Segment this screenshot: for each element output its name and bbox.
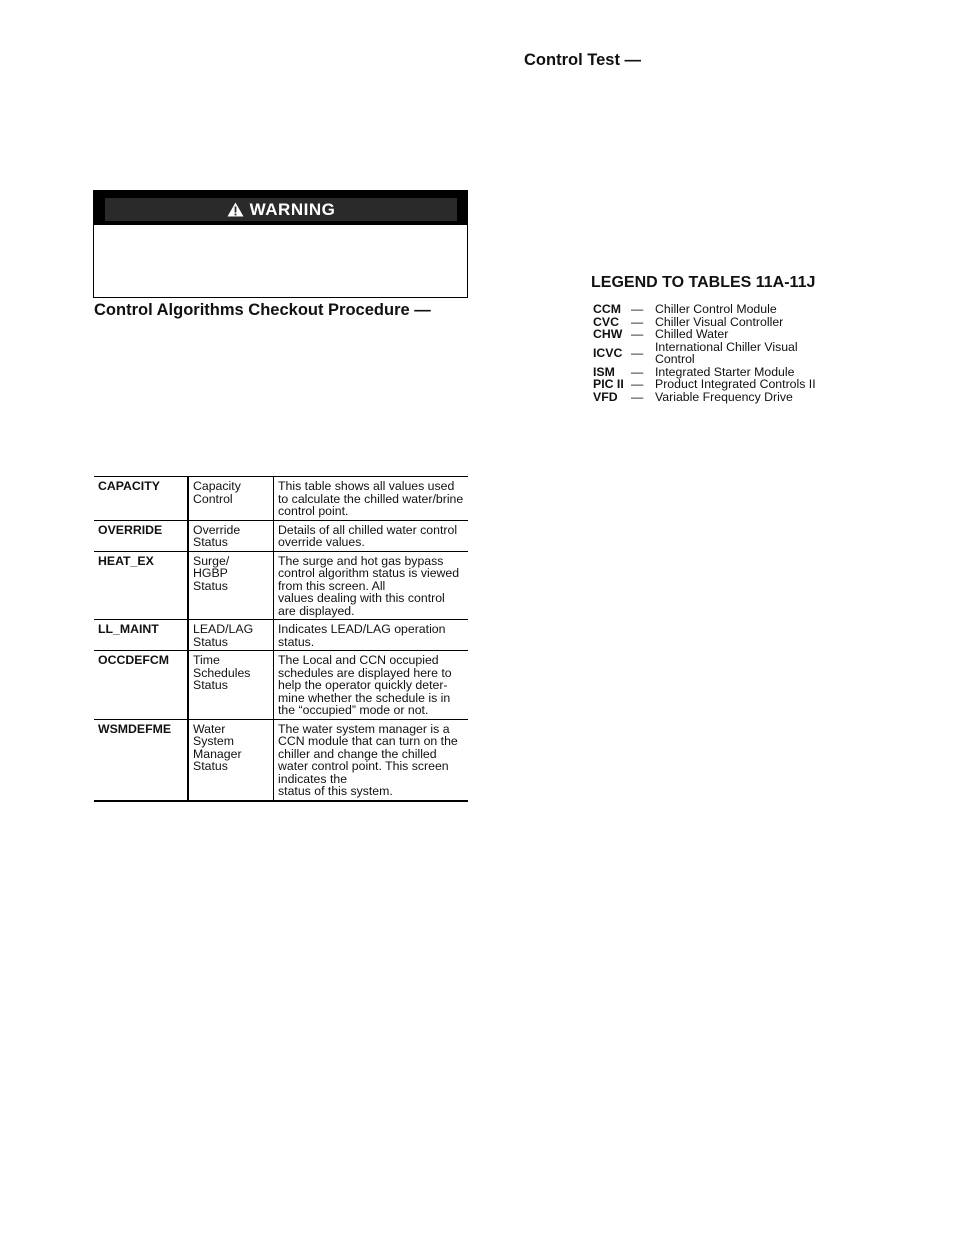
warning-box (93, 190, 468, 298)
legend-definition: Chiller Control Module (655, 302, 777, 316)
table-cell-description: Indicates LEAD/LAG operation status. (274, 620, 469, 651)
legend-definition: Integrated Starter Module (655, 364, 795, 379)
legend-list (593, 303, 825, 403)
table-cell-code: OCCDEFCM (94, 651, 188, 720)
algorithms-checkout-heading: Control Algorithms Checkout Procedure — (94, 301, 431, 319)
table-cell-code: WSMDEFME (94, 719, 188, 801)
legend-item (593, 341, 825, 366)
legend-dash: — (631, 364, 644, 379)
table-cell-description: The Local and CCN occupied schedules are displayed here to help the operator quickly deter- mine whether the schedule is in the “occupied” mode or not. (274, 651, 469, 720)
table-cell-name: Capacity Control (188, 477, 274, 521)
table-cell-code: OVERRIDE (94, 520, 188, 551)
table-cell-description: Details of all chilled water control override values. (274, 520, 469, 551)
warning-triangle-icon (227, 202, 244, 217)
legend-dash: — (631, 389, 644, 404)
table-cell-description: This table shows all values used to calculate the chilled water/brine control point. (274, 477, 469, 521)
legend-definition: Chiller Visual Controller (655, 314, 784, 329)
legend-dash: — (631, 327, 644, 341)
table-cell-name: LEAD/LAG Status (188, 620, 274, 651)
table-cell-code: CAPACITY (94, 477, 188, 521)
table-cell-description: The water system manager is a CCN module that can turn on the chiller and change the chilled water control point. This screen indicates the status of this system. (278, 721, 458, 798)
table-cell-name: Surge/ HGBP Status (188, 551, 274, 620)
warning-label-panel (105, 198, 457, 221)
legend-abbreviation: CVC (593, 314, 619, 329)
legend-item (593, 391, 825, 404)
table-cell-name: Water System Manager Status (188, 719, 274, 801)
table-row (94, 551, 468, 620)
warning-label: WARNING (249, 199, 336, 219)
legend-dash: — (631, 314, 644, 329)
warning-header-bar (94, 191, 467, 225)
table-row (94, 520, 468, 551)
legend-abbreviation: ISM (593, 364, 615, 379)
table-cell-name: Override Status (188, 520, 274, 551)
legend-abbreviation: CHW (593, 327, 623, 341)
legend-abbreviation: PIC II (593, 377, 624, 391)
legend-item (593, 328, 825, 341)
table-row (94, 620, 468, 651)
control-test-heading: Control Test — (524, 51, 642, 69)
table-row (94, 651, 468, 720)
legend-item (593, 303, 825, 316)
table-cell-code: HEAT_EX (94, 551, 188, 620)
control-algorithms-table (94, 476, 468, 802)
legend-dash: — (631, 377, 644, 391)
legend-definition: Variable Frequency Drive (655, 389, 793, 404)
legend-abbreviation: ICVC (593, 345, 623, 360)
legend-abbreviation: VFD (593, 389, 618, 404)
table-cell-description: The surge and hot gas bypass control algorithm status is viewed from this screen. All values dealing with this control are displayed. (274, 551, 469, 620)
legend-definition: Product Integrated Controls II (655, 377, 816, 391)
table-cell-code: LL_MAINT (94, 620, 188, 651)
legend-definition: Chilled Water (655, 327, 729, 341)
legend-abbreviation: CCM (593, 302, 622, 316)
legend-title: LEGEND TO TABLES 11A-11J (591, 274, 816, 291)
legend-definition: International Chiller Visual Control (655, 339, 798, 366)
legend-item (593, 378, 825, 391)
table-cell-name: Time Schedules Status (188, 651, 274, 720)
table-row (94, 719, 468, 801)
legend-dash: — (631, 345, 644, 360)
legend-dash: — (631, 302, 644, 316)
table-row (94, 477, 468, 521)
